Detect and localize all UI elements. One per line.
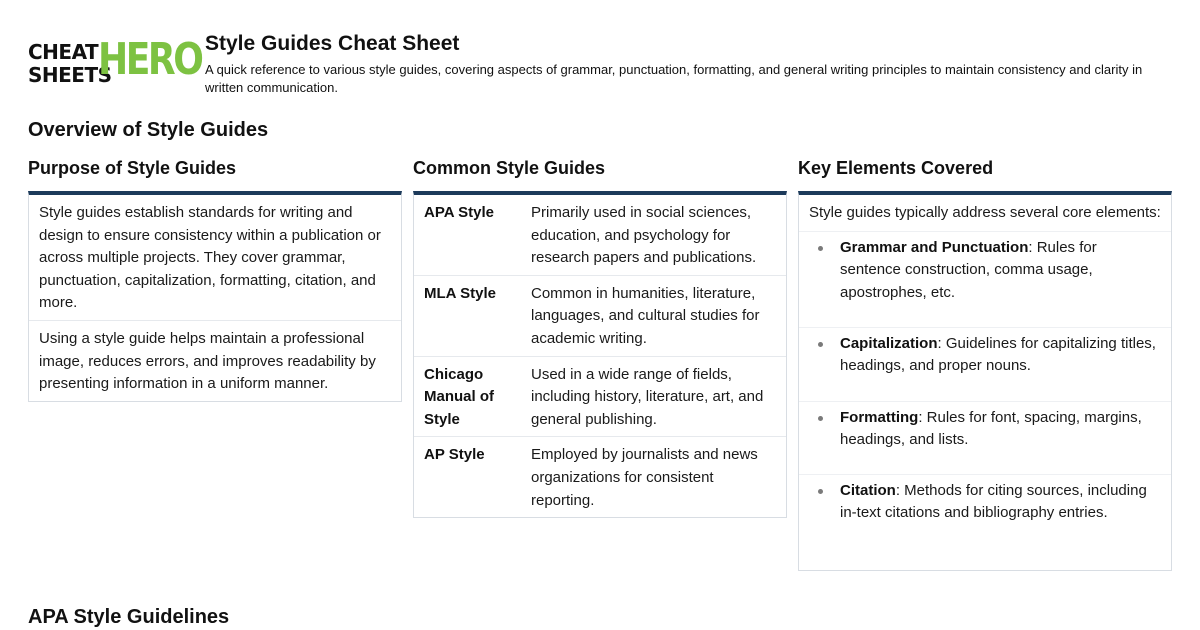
page-header	[28, 30, 1178, 100]
section-title-apa: APA Style Guidelines	[28, 606, 230, 628]
page-description: A quick reference to various style guides, covering aspects of grammar, punctuation, formatting, and general writing principles to maintain consistency and clarity in written communication.	[205, 62, 1143, 95]
key-elements-intro: Style guides typically address several core elements:	[809, 204, 1161, 221]
purpose-paragraph: Using a style guide helps maintain a professional image, reduces errors, and improves readability by presenting information in a uniform manner.	[29, 320, 401, 401]
guide-name: Chicago Manual of Style	[424, 365, 494, 428]
element-text: : Rules for font, spacing, margins, headings, and lists.	[840, 408, 1142, 449]
guide-description: Employed by journalists and news organizations for consistent reporting.	[531, 446, 758, 509]
element-term: Formatting	[840, 408, 919, 426]
key-elements-title: Key Elements Covered	[798, 158, 994, 178]
logo-word-cheat: CHEAT	[28, 40, 99, 64]
guide-name: APA Style	[424, 204, 495, 221]
logo-word-sheets: SHEETS	[28, 63, 112, 87]
key-elements-card	[798, 191, 1172, 571]
table-row	[414, 356, 786, 437]
guide-name: AP Style	[424, 446, 485, 464]
common-guides-table	[413, 191, 787, 518]
table-row	[414, 275, 786, 356]
element-term: Capitalization	[840, 334, 938, 352]
purpose-paragraph: Style guides establish standards for writing and design to ensure consistency within a publication or across multiple projects. They cover grammar, punctuation, capitalization, formatting, citation, and more.	[39, 204, 381, 312]
guide-description: Common in humanities, literature, languages, and cultural studies for academic writing.	[531, 284, 760, 347]
purpose-title: Purpose of Style Guides	[28, 158, 237, 178]
element-text: : Guidelines for capitalizing titles, headings, and proper nouns.	[840, 334, 1156, 375]
list-item	[799, 474, 1171, 570]
logo-word-hero: HERO	[98, 34, 202, 85]
element-term: Citation	[840, 481, 896, 499]
table-row	[414, 195, 786, 275]
list-item	[799, 401, 1171, 474]
guide-description: Used in a wide range of fields, including history, literature, art, and general publishing.	[531, 365, 764, 428]
list-item	[799, 327, 1171, 401]
list-item	[799, 231, 1171, 327]
cheatsheets-hero-logo[interactable]	[28, 34, 202, 87]
element-text: : Methods for citing sources, including in-text citations and bibliography entries.	[840, 481, 1147, 522]
common-guides-title: Common Style Guides	[413, 158, 606, 178]
element-term: Grammar and Punctuation	[840, 238, 1029, 256]
element-text: : Rules for sentence construction, comma usage, apostrophes, etc.	[840, 238, 1097, 301]
guide-description: Primarily used in social sciences, education, and psychology for research papers and publications.	[531, 204, 757, 267]
guide-name: MLA Style	[424, 284, 496, 302]
purpose-card	[28, 191, 402, 402]
page-title: Style Guides Cheat Sheet	[205, 32, 460, 55]
table-row	[414, 436, 786, 517]
section-title-overview: Overview of Style Guides	[28, 119, 269, 141]
